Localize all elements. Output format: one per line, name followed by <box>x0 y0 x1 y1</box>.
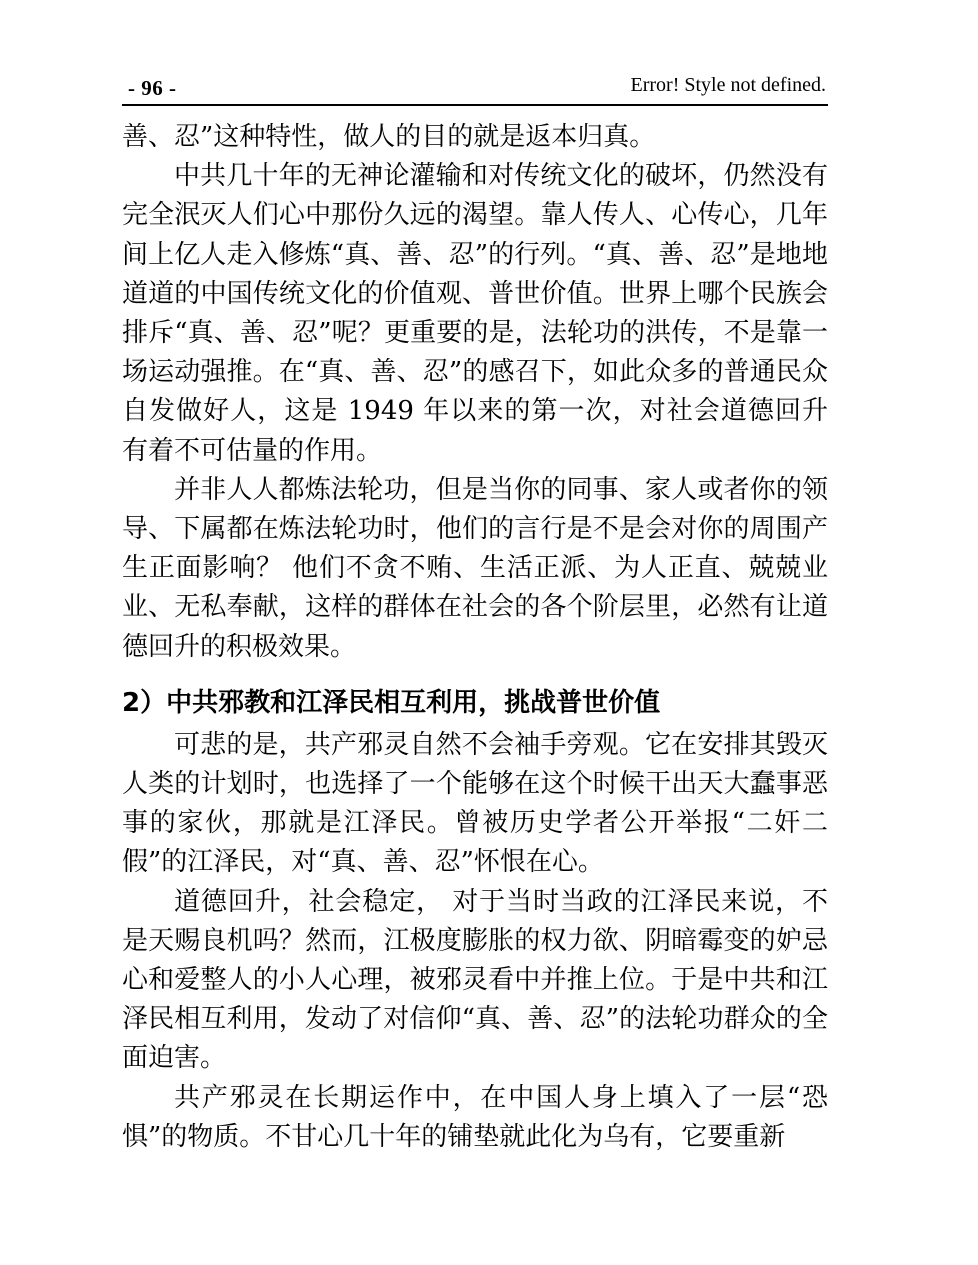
paragraph: 共产邪灵在长期运作中，在中国人身上填入了一层“恐惧”的物质。不甘心几十年的铺垫就此化为乌有，它要重新 <box>122 1082 828 1152</box>
paragraph: 并非人人都炼法轮功，但是当你的同事、家人或者你的领导、下属都在炼法轮功时，他们的言行是不是会对你的周围产生正面影响？ 他们不贪不贿、生活正派、为人正直、兢兢业业、无私奉献，这样的群体在社会的各个阶层里，必然有让道德回升的积极效果。 <box>122 474 828 662</box>
paragraph: 道德回升，社会稳定， 对于当时当政的江泽民来说，不是天赐良机吗？然而，江极度膨胀的权力欲、阴暗霉变的妒忌心和爱整人的小人心理，被邪灵看中并推上位。于是中共和江泽民相互利用，发动了对信仰“真、善、忍”的法轮功群众的全面迫害。 <box>122 886 828 1074</box>
paragraph: 中共几十年的无神论灌输和对传统文化的破坏，仍然没有完全泯灭人们心中那份久远的渴望。靠人传人、心传心，几年间上亿人走入修炼“真、善、忍”的行列。“真、善、忍”是地地道道的中国传统文化的价值观、普世价值。世界上哪个民族会排斥“真、善、忍”呢？更重要的是，法轮功的洪传，不是靠一场运动强推。在“真、善、忍”的感召下，如此众多的普通民众自发做好人，这是 1949 年以来的第一次，对社会道德回升有着不可估量的作用。 <box>122 161 828 466</box>
page-header <box>122 70 828 106</box>
paragraph-continuation: 善、忍”这种特性，做人的目的就是返本归真。 <box>122 122 656 152</box>
paragraph: 可悲的是，共产邪灵自然不会袖手旁观。它在安排其毁灭人类的计划时，也选择了一个能够在这个时候干出天大蠢事恶事的家伙，那就是江泽民。曾被历史学者公开举报“二奸二假”的江泽民，对“真、善、忍”怀恨在心。 <box>122 729 828 878</box>
section-heading: 2）中共邪教和江泽民相互利用，挑战普世价值 <box>122 687 661 718</box>
running-head: Error! Style not defined. <box>630 74 826 96</box>
body-text <box>122 118 828 1157</box>
page-number: - 96 - <box>128 76 177 100</box>
